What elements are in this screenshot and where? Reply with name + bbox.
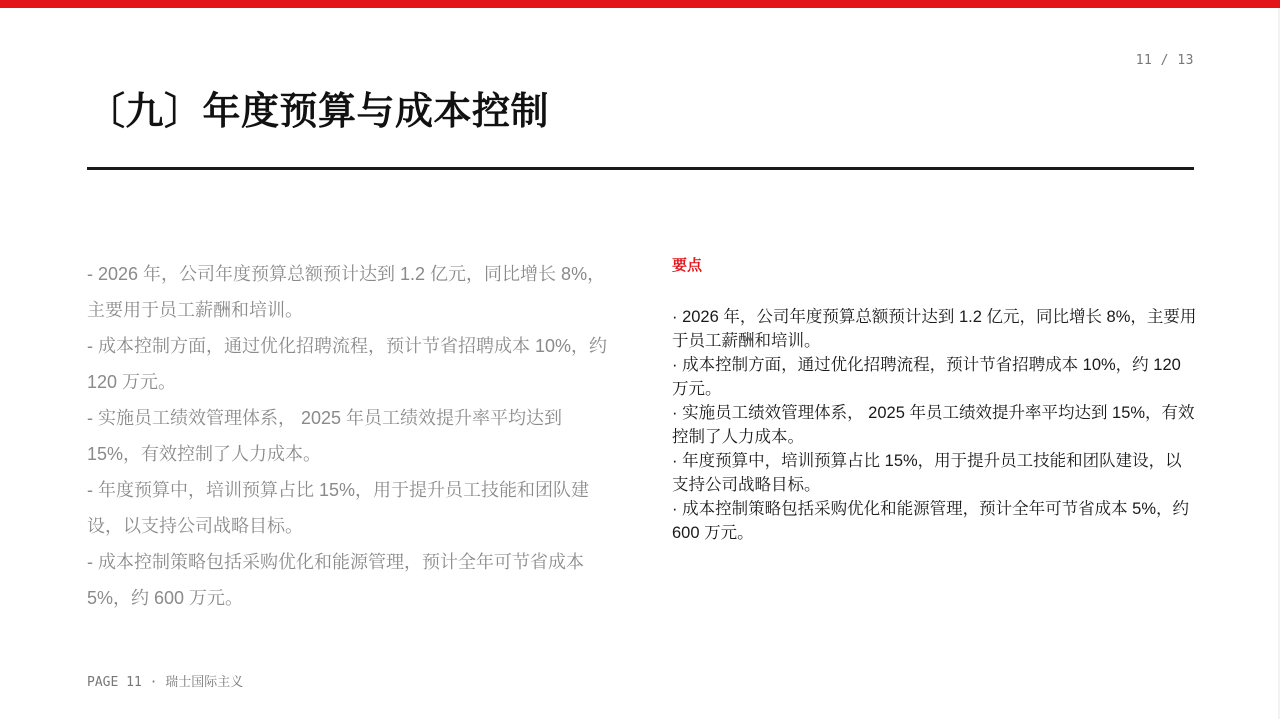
key-point-item: · 成本控制策略包括采购优化和能源管理，预计全年可节省成本 5%，约 600 万元。: [672, 500, 1190, 542]
body-list-item: - 成本控制方面，通过优化招聘流程，预计节省招聘成本 10%，约 120 万元。: [87, 336, 608, 392]
body-list-item: - 实施员工绩效管理体系， 2025 年员工绩效提升率平均达到 15%，有效控制了人力成本。: [87, 408, 563, 464]
key-point-item: · 年度预算中，培训预算占比 15%，用于提升员工技能和团队建设，以支持公司战略目标。: [672, 452, 1182, 494]
key-points-panel: [672, 255, 1197, 545]
key-points-list: [672, 305, 1197, 545]
accent-top-bar: [0, 0, 1280, 8]
key-point-item: · 实施员工绩效管理体系， 2025 年员工绩效提升率平均达到 15%，有效控制了人力成本。: [672, 404, 1195, 446]
page-title: 〔九〕年度预算与成本控制: [87, 89, 550, 133]
body-list-item: - 年度预算中，培训预算占比 15%，用于提升员工技能和团队建设，以支持公司战略目标。: [87, 480, 590, 536]
key-point-item: · 2026 年，公司年度预算总额预计达到 1.2 亿元，同比增长 8%，主要用于员工薪酬和培训。: [672, 308, 1197, 350]
page-footer: PAGE 11 · 瑞士国际主义: [87, 675, 244, 690]
key-points-heading: 要点: [672, 256, 703, 274]
title-divider: [87, 167, 1194, 170]
body-list-item: - 成本控制策略包括采购优化和能源管理，预计全年可节省成本 5%，约 600 万元。: [87, 552, 584, 608]
body-list: [87, 256, 617, 616]
key-point-item: · 成本控制方面，通过优化招聘流程，预计节省招聘成本 10%，约 120 万元。: [672, 356, 1181, 398]
page-counter: 11 / 13: [1135, 53, 1194, 68]
body-list-item: - 2026 年，公司年度预算总额预计达到 1.2 亿元，同比增长 8%，主要用于员工薪酬和培训。: [87, 264, 606, 320]
